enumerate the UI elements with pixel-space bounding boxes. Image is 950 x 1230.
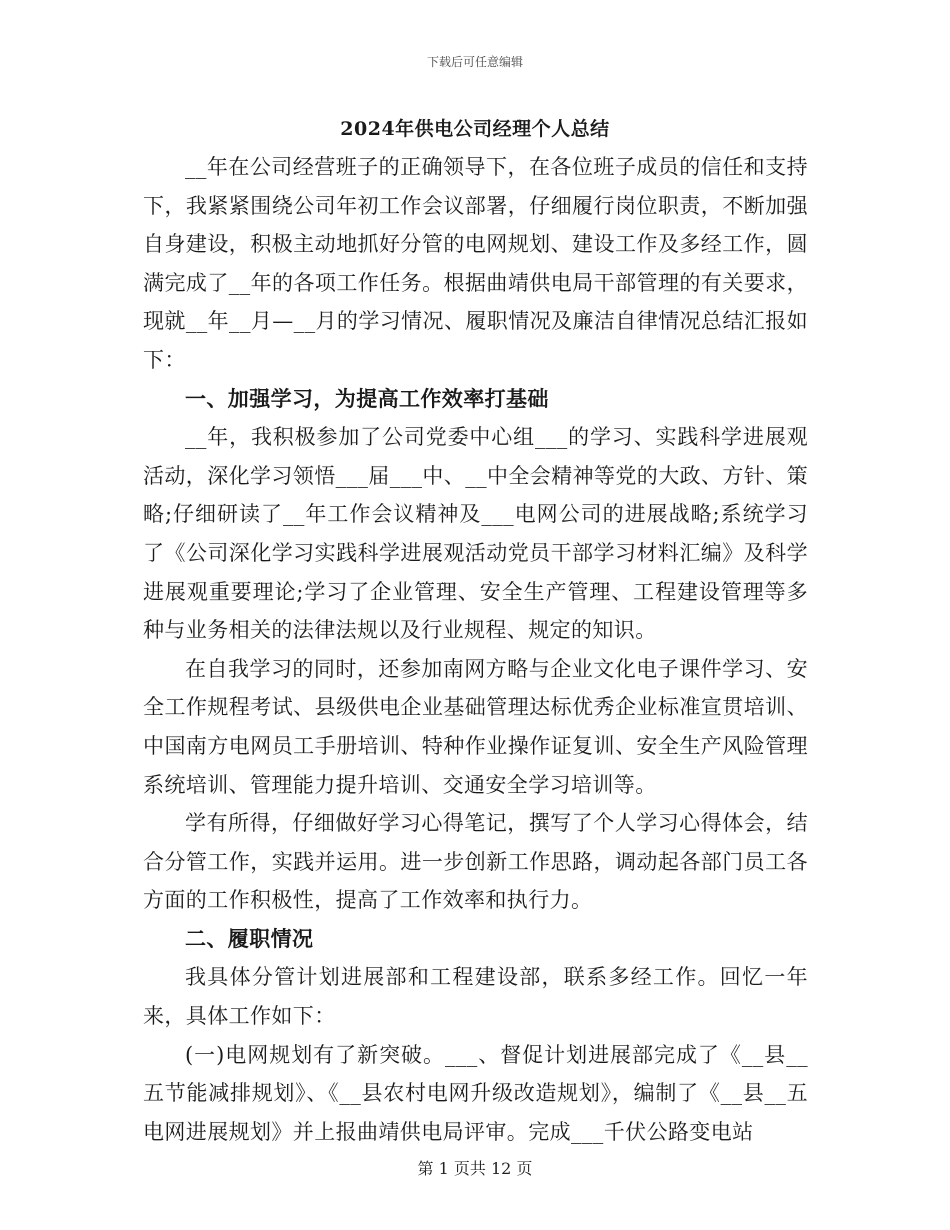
- paragraph: 学有所得，仔细做好学习心得笔记，撰写了个人学习心得体会，结合分管工作，实践并运用。进一步创新工作思路，调动起各部门员工各方面的工作积极性，提高了工作效率和执行力。: [143, 811, 808, 913]
- section-heading: 一、加强学习，为提高工作效率打基础: [185, 385, 549, 411]
- document-body: [143, 148, 808, 1151]
- page-footer: 第 1 页共 12 页: [417, 1159, 533, 1178]
- paragraph: 在自我学习的同时，还参加南网方略与企业文化电子课件学习、安全工作规程考试、县级供电企业基础管理达标优秀企业标准宣贯培训、中国南方电网员工手册培训、特种作业操作证复训、安全生产风险管理系统培训、管理能力提升培训、交通安全学习培训等。: [143, 656, 808, 797]
- paragraph: 我具体分管计划进展部和工程建设部，联系多经工作。回忆一年来，具体工作如下：: [143, 965, 808, 1029]
- section-heading: 二、履职情况: [185, 925, 314, 951]
- paragraph: (一)电网规划有了新突破。___、督促计划进展部完成了《__县__五节能减排规划》、《__县农村电网升级改造规划》，编制了《__县__五电网进展规划》并上报曲靖供电局评审。完成___千伏公路变电站: [143, 1042, 808, 1144]
- document-title: 2024年供电公司经理个人总结: [340, 118, 610, 140]
- download-note: 下载后可任意编辑: [426, 55, 523, 69]
- paragraph: __年在公司经营班子的正确领导下，在各位班子成员的信任和支持下，我紧紧围绕公司年初工作会议部署，仔细履行岗位职责，不断加强自身建设，积极主动地抓好分管的电网规划、建设工作及多经工作，圆满完成了__年的各项工作任务。根据曲靖供电局干部管理的有关要求，现就__年__月—__月的学习情况、履职情况及廉洁自律情况总结汇报如下：: [143, 155, 808, 372]
- paragraph: __年，我积极参加了公司党委中心组___的学习、实践科学进展观活动，深化学习领悟___届___中、__中全会精神等党的大政、方针、策略;仔细研读了__年工作会议精神及___电网公司的进展战略;系统学习了《公司深化学习实践科学进展观活动党员干部学习材料汇编》及科学进展观重要理论;学习了企业管理、安全生产管理、工程建设管理等多种与业务相关的法律法规以及行业规程、规定的知识。: [143, 425, 808, 643]
